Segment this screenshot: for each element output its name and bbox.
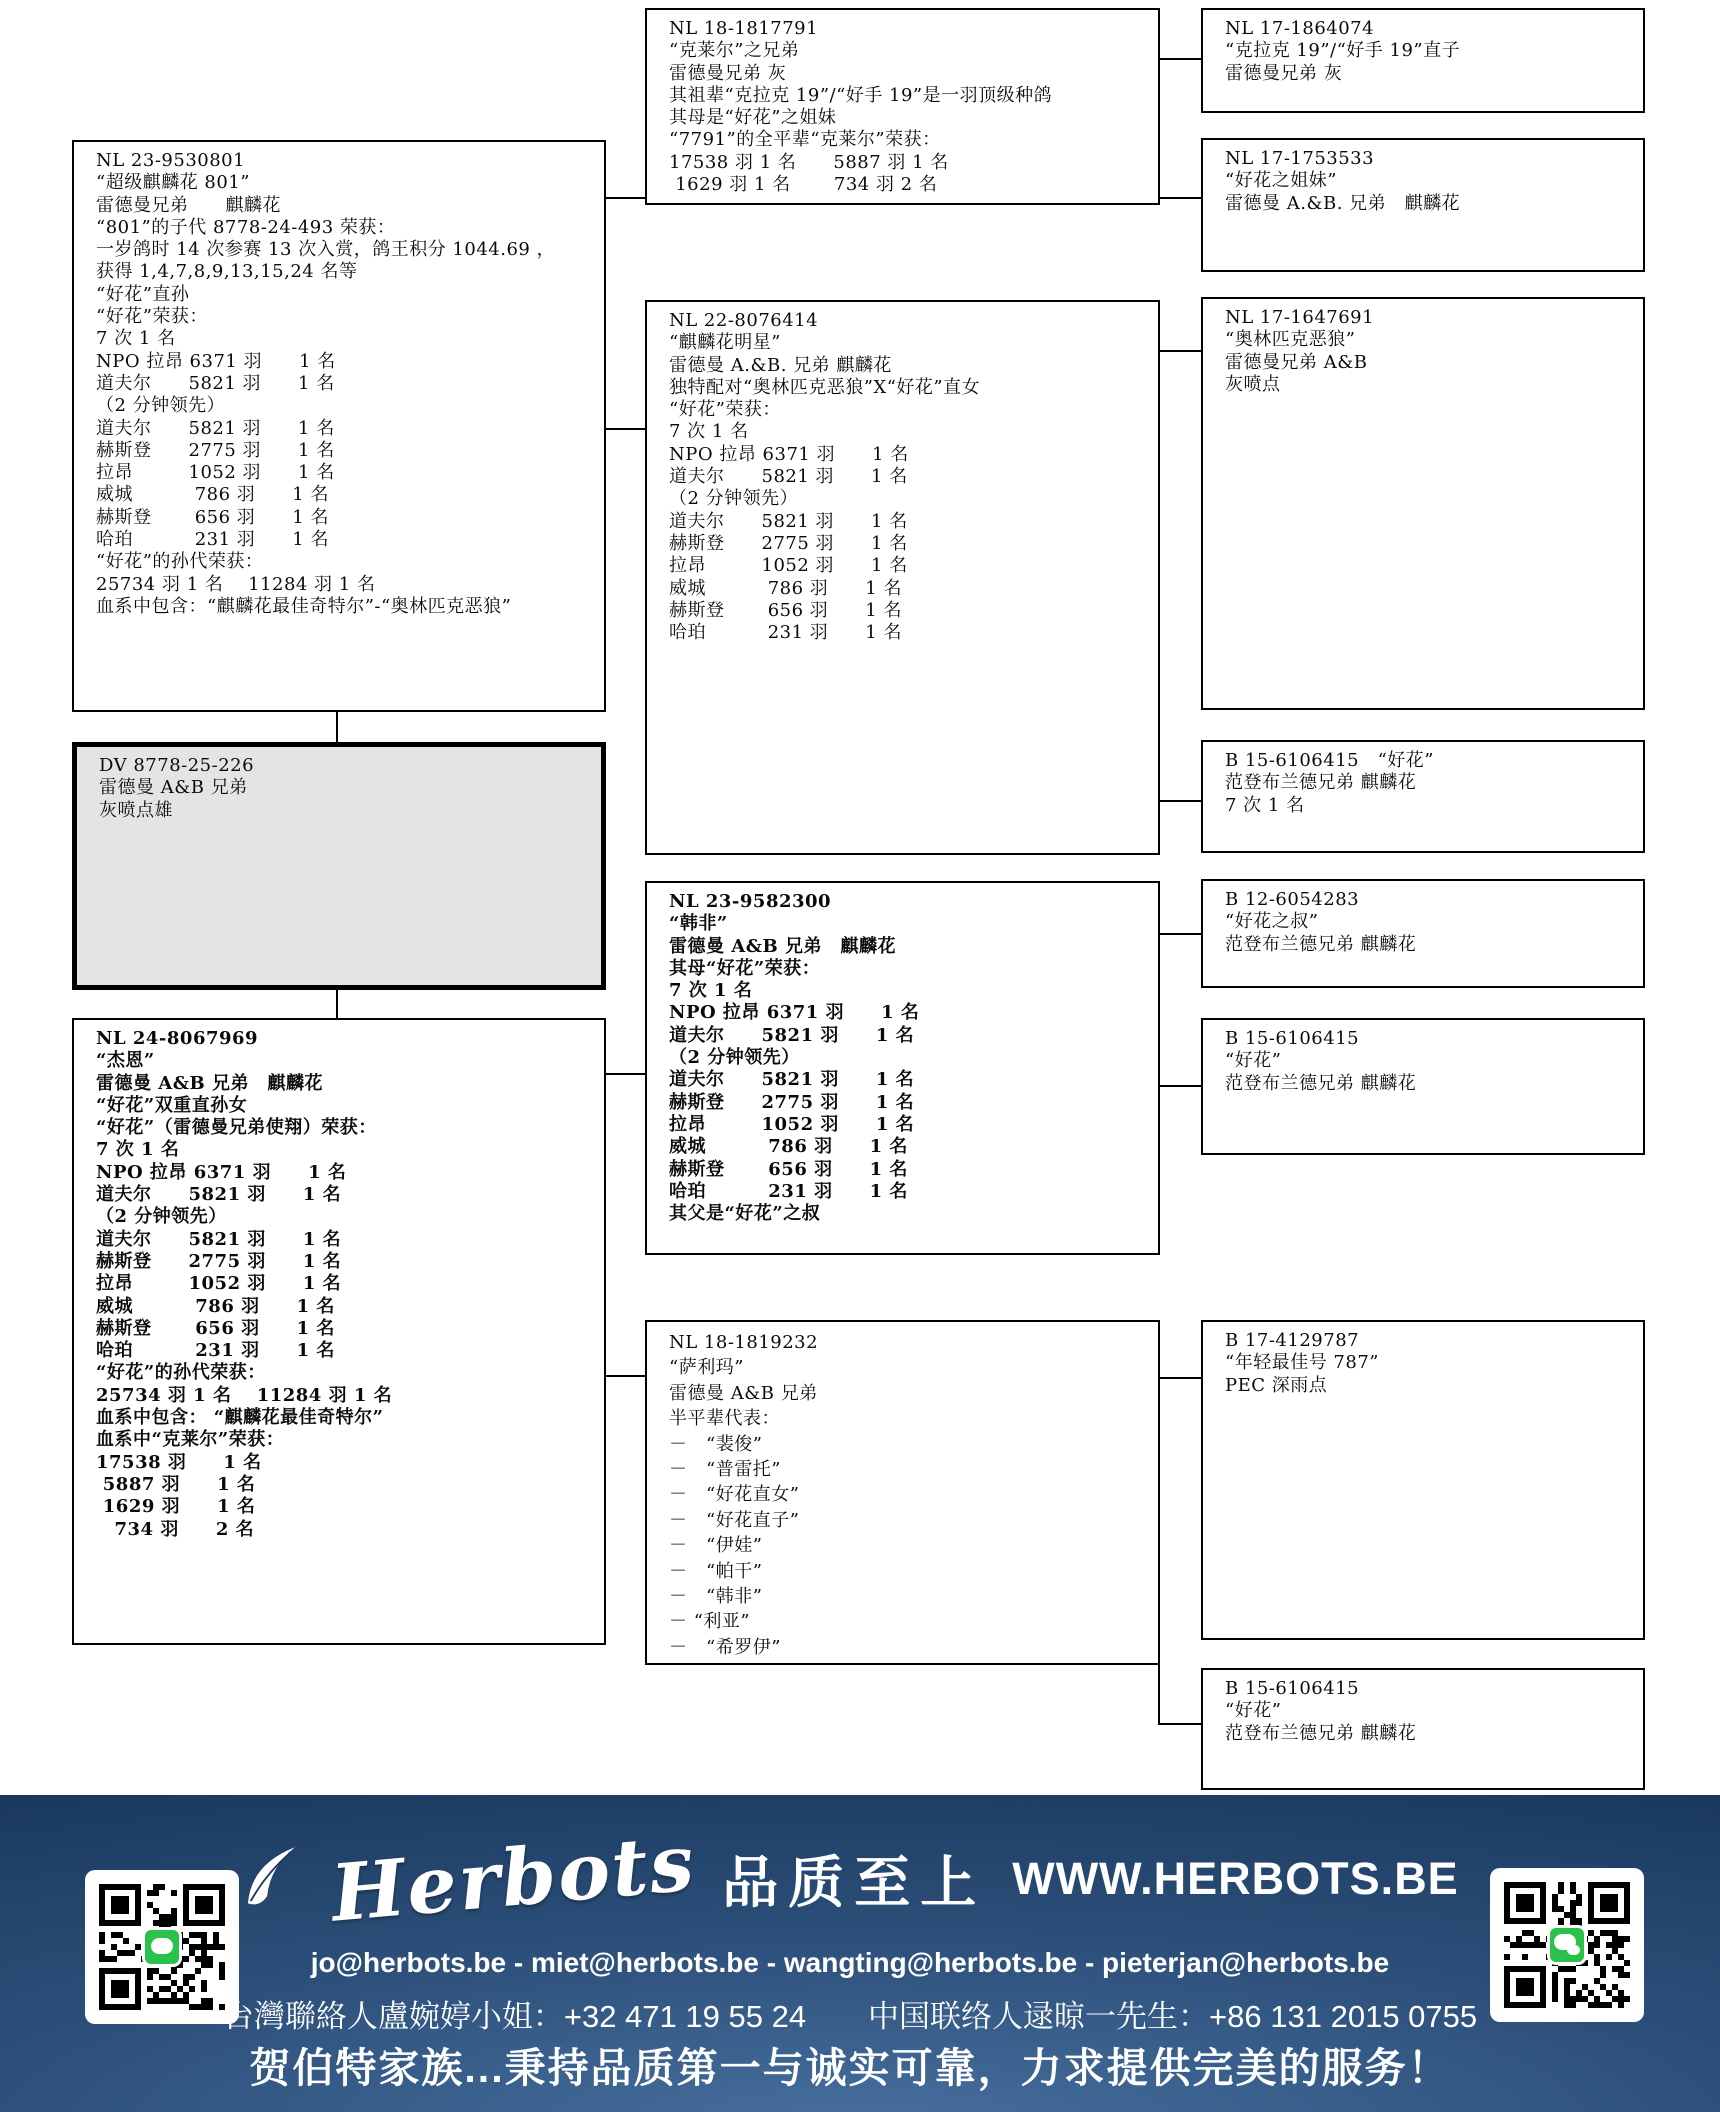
text-line: 7 次 1 名 bbox=[669, 980, 753, 1002]
pedigree-box-gp8 bbox=[1201, 1668, 1645, 1790]
connector-line bbox=[604, 1073, 645, 1075]
text-line: 灰喷点 bbox=[1225, 373, 1281, 395]
text-line: 威城 786 羽 1 名 bbox=[96, 484, 329, 506]
footer-slogan: 贺伯特家族...秉持品质第一与诚实可靠，力求提供完美的服务！ bbox=[249, 2045, 1451, 2091]
text-line: “萨利玛” bbox=[669, 1357, 744, 1379]
text-line: 赫斯登 656 羽 1 名 bbox=[96, 506, 329, 528]
text-line: 威城 786 羽 1 名 bbox=[96, 1295, 335, 1317]
text-line: “克拉克 19”/“好手 19”直子 bbox=[1225, 40, 1461, 62]
text-line: NPO 拉昂 6371 羽 1 名 bbox=[669, 443, 909, 465]
text-line: － “利亚” bbox=[669, 1611, 751, 1633]
qr-module bbox=[1624, 1972, 1630, 1978]
qr-module bbox=[1624, 1996, 1630, 2002]
text-line: 血系中包含：“麒麟花最佳奇特尔”-“奥林匹克恶狼” bbox=[96, 595, 512, 617]
text-line: B 15-6106415 bbox=[1225, 1028, 1360, 1049]
text-line: 赫斯登 656 羽 1 名 bbox=[669, 1158, 908, 1180]
text-line: 17538 羽 1 名 5887 羽 1 名 bbox=[669, 151, 949, 173]
text-line: “好花之叔” bbox=[1225, 911, 1319, 933]
text-line: 范登布兰德兄弟 麒麟花 bbox=[1225, 1072, 1417, 1094]
wechat-icon bbox=[1547, 1925, 1587, 1965]
text-line: “好花”双重直孙女 bbox=[96, 1094, 248, 1116]
feather-icon bbox=[236, 1844, 310, 1912]
text-line: 25734 羽 1 名 11284 羽 1 名 bbox=[96, 1384, 393, 1406]
text-line: 半平辈代表： bbox=[669, 1408, 780, 1430]
text-line: “韩非” bbox=[669, 913, 728, 935]
connector-line bbox=[336, 990, 338, 1018]
text-line: 雷德曼 A&B 兄弟 bbox=[99, 777, 248, 799]
text-line: 17538 羽 1 名 bbox=[96, 1451, 262, 1473]
qr-module bbox=[135, 1944, 141, 1950]
text-line: 赫斯登 656 羽 1 名 bbox=[96, 1317, 335, 1339]
text-line: 雷德曼 A.&B. 兄弟 麒麟花 bbox=[669, 354, 892, 376]
text-line: “好花”的孙代荣获： bbox=[96, 551, 264, 573]
text-line: － “好花直子” bbox=[669, 1509, 800, 1531]
text-line: 雷德曼 A&B 兄弟 bbox=[669, 1382, 818, 1404]
qr-module bbox=[159, 1884, 165, 1890]
qr-module bbox=[147, 1974, 153, 1980]
text-line: NL 23-9582300 bbox=[669, 891, 832, 912]
text-line: 雷德曼兄弟 A&B bbox=[1225, 351, 1368, 373]
text-line: 拉昂 1052 羽 1 名 bbox=[96, 462, 335, 484]
qr-finder-pattern bbox=[99, 1884, 141, 1926]
text-line: 雷德曼兄弟 灰 bbox=[669, 62, 787, 84]
text-line: 7 次 1 名 bbox=[669, 421, 749, 443]
text-line: － “裴俊” bbox=[669, 1433, 763, 1455]
text-line: 道夫尔 5821 羽 1 名 bbox=[96, 372, 335, 394]
text-line: － “好花直女” bbox=[669, 1484, 800, 1506]
text-line: 哈珀 231 羽 1 名 bbox=[669, 622, 902, 644]
pedigree-box-gp3 bbox=[1201, 297, 1645, 710]
qr-module bbox=[1618, 1942, 1624, 1948]
brand-logo-text: Herbots bbox=[328, 1817, 700, 1940]
text-line: 道夫尔 5821 羽 1 名 bbox=[669, 466, 908, 488]
text-line: NL 17-1647691 bbox=[1225, 307, 1375, 328]
qr-finder-core bbox=[1600, 1894, 1618, 1912]
text-line: 范登布兰德兄弟 麒麟花 bbox=[1225, 933, 1417, 955]
qr-module bbox=[171, 1890, 177, 1896]
text-line: “好花”荣获： bbox=[96, 306, 208, 328]
text-line: “好花”的孙代荣获： bbox=[96, 1362, 266, 1384]
text-line: 哈珀 231 羽 1 名 bbox=[669, 1180, 908, 1202]
text-line: 雷德曼兄弟 麒麟花 bbox=[96, 194, 281, 216]
text-line: NL 23-9530801 bbox=[96, 150, 246, 171]
text-line: 7 次 1 名 bbox=[96, 1139, 180, 1161]
qr-module bbox=[1624, 1936, 1630, 1942]
brand-tagline: 品质至上 bbox=[722, 1849, 987, 1916]
text-line: － “希罗伊” bbox=[669, 1636, 781, 1658]
qr-finder-pattern bbox=[1588, 1882, 1630, 1924]
text-line: 1629 羽 1 名 734 羽 2 名 bbox=[669, 174, 938, 196]
text-line: “7791”的全平辈“克莱尔”荣获： bbox=[669, 129, 941, 151]
pedigree-box-gp2 bbox=[1201, 138, 1645, 272]
text-line: NL 18-1817791 bbox=[669, 18, 819, 39]
text-line: “好花”（雷德曼兄弟使翔）荣获： bbox=[96, 1117, 377, 1139]
text-line: 1629 羽 1 名 bbox=[96, 1496, 256, 1518]
pedigree-box-gp1 bbox=[1201, 8, 1645, 113]
qr-module bbox=[1576, 1900, 1582, 1906]
qr-module bbox=[1606, 2002, 1612, 2008]
text-line: 获得 1,4,7,8,9,13,15,24 名等 bbox=[96, 261, 358, 283]
text-line: 哈珀 231 羽 1 名 bbox=[96, 529, 329, 551]
pedigree-box-sire-father bbox=[645, 8, 1160, 205]
text-line: 7 次 1 名 bbox=[96, 328, 176, 350]
text-line: 雷德曼 A&B 兄弟 麒麟花 bbox=[669, 935, 896, 957]
connector-line bbox=[1158, 350, 1201, 352]
text-line: PEC 深雨点 bbox=[1225, 1374, 1328, 1396]
qr-module bbox=[183, 1956, 189, 1962]
connector-line bbox=[1158, 800, 1201, 802]
qr-finder-core bbox=[1516, 1894, 1534, 1912]
connector-line bbox=[604, 428, 645, 430]
text-line: 雷德曼 A.&B. 兄弟 麒麟花 bbox=[1225, 192, 1461, 214]
connector-line bbox=[1158, 197, 1201, 199]
text-line: NPO 拉昂 6371 羽 1 名 bbox=[96, 1161, 347, 1183]
text-line: 其父是“好花”之叔 bbox=[669, 1203, 821, 1225]
qr-module bbox=[1570, 1978, 1576, 1984]
qr-finder-core bbox=[111, 1980, 129, 1998]
text-line: “年轻最佳号 787” bbox=[1225, 1352, 1379, 1374]
text-line: 拉昂 1052 羽 1 名 bbox=[669, 1113, 915, 1135]
text-line: DV 8778-25-226 bbox=[99, 755, 255, 776]
text-line: － “普雷托” bbox=[669, 1459, 781, 1481]
footer-banner bbox=[0, 1795, 1720, 2112]
text-line: NL 17-1864074 bbox=[1225, 18, 1375, 39]
text-line: （2 分钟领先） bbox=[669, 488, 799, 510]
text-line: “麒麟花明星” bbox=[669, 332, 781, 354]
text-line: B 15-6106415 “好花” bbox=[1225, 750, 1435, 771]
connector-line bbox=[1158, 58, 1201, 60]
text-line: 道夫尔 5821 羽 1 名 bbox=[96, 1228, 342, 1250]
text-line: “801”的子代 8778-24-493 荣获： bbox=[96, 216, 396, 238]
text-line: “超级麒麟花 801” bbox=[96, 172, 250, 194]
connector-line bbox=[336, 712, 338, 742]
text-line: 其母是“好花”之姐妹 bbox=[669, 107, 837, 129]
qr-module bbox=[123, 1938, 129, 1944]
qr-module bbox=[153, 1890, 159, 1896]
text-line: （2 分钟领先） bbox=[96, 395, 226, 417]
qr-module bbox=[111, 1956, 117, 1962]
text-line: 道夫尔 5821 羽 1 名 bbox=[669, 1069, 915, 1091]
text-line: （2 分钟领先） bbox=[669, 1047, 800, 1069]
qr-module bbox=[1522, 1954, 1528, 1960]
qr-module bbox=[189, 1974, 195, 1980]
text-line: B 12-6054283 bbox=[1225, 889, 1360, 910]
connector-line bbox=[1158, 1663, 1160, 1725]
line-chat-icon bbox=[142, 1927, 182, 1967]
qr-module bbox=[1558, 1888, 1564, 1894]
qr-module bbox=[1606, 1954, 1612, 1960]
text-line: 雷德曼 A&B 兄弟 麒麟花 bbox=[96, 1072, 323, 1094]
text-line: 雷德曼兄弟 灰 bbox=[1225, 62, 1343, 84]
text-line: 5887 羽 1 名 bbox=[96, 1473, 256, 1495]
text-line: 25734 羽 1 名 11284 羽 1 名 bbox=[96, 573, 376, 595]
contact-phones: 台灣聯絡人盧婉婷小姐：+32 471 19 55 24 中国联络人逯晾一先生：+86 131 2015 0755 bbox=[222, 1999, 1478, 2034]
text-line: 拉昂 1052 羽 1 名 bbox=[669, 555, 908, 577]
connector-line bbox=[1158, 1085, 1201, 1087]
text-line: 威城 786 羽 1 名 bbox=[669, 577, 902, 599]
text-line: 范登布兰德兄弟 麒麟花 bbox=[1225, 1722, 1417, 1744]
connector-line bbox=[1158, 1723, 1201, 1725]
qr-module bbox=[171, 1968, 177, 1974]
contact-emails: jo@herbots.be - miet@herbots.be - wangting@herbots.be - pieterjan@herbots.be bbox=[310, 1947, 1390, 1978]
text-line: 威城 786 羽 1 名 bbox=[669, 1136, 908, 1158]
text-line: － “帕干” bbox=[669, 1560, 763, 1582]
text-line: B 15-6106415 bbox=[1225, 1678, 1360, 1699]
qr-module bbox=[171, 1920, 177, 1926]
text-line: 赫斯登 2775 羽 1 名 bbox=[96, 439, 335, 461]
qr-module bbox=[1624, 1960, 1630, 1966]
qr-module bbox=[1618, 2002, 1624, 2008]
pedigree-box-sire bbox=[72, 140, 606, 712]
qr-finder-pattern bbox=[99, 1968, 141, 2010]
pedigree-box-dam bbox=[72, 1018, 606, 1645]
qr-module bbox=[129, 1950, 135, 1956]
text-line: “好花”荣获： bbox=[669, 399, 781, 421]
qr-module bbox=[1594, 1942, 1600, 1948]
connector-line bbox=[1158, 933, 1201, 935]
text-line: “奥林匹克恶狼” bbox=[1225, 329, 1356, 351]
connector-line bbox=[1158, 1377, 1201, 1379]
pedigree-box-subject bbox=[72, 742, 606, 990]
qr-module bbox=[1570, 1966, 1576, 1972]
text-line: “好花” bbox=[1225, 1700, 1282, 1722]
text-line: NPO 拉昂 6371 羽 1 名 bbox=[669, 1002, 920, 1024]
text-line: 其祖辈“克拉克 19”/“好手 19”是一羽顶级种鸽 bbox=[669, 84, 1053, 106]
connector-line bbox=[604, 1375, 645, 1377]
text-line: NL 22-8076414 bbox=[669, 310, 819, 331]
text-line: 范登布兰德兄弟 麒麟花 bbox=[1225, 772, 1417, 794]
text-line: “杰恩” bbox=[96, 1050, 155, 1072]
text-line: 道夫尔 5821 羽 1 名 bbox=[96, 417, 335, 439]
connector-line bbox=[604, 197, 645, 199]
qr-finder-core bbox=[111, 1896, 129, 1914]
text-line: 赫斯登 656 羽 1 名 bbox=[669, 599, 902, 621]
pedigree-box-gp7 bbox=[1201, 1320, 1645, 1640]
text-line: 血系中“克莱尔”荣获： bbox=[96, 1429, 285, 1451]
qr-module bbox=[1600, 1972, 1606, 1978]
text-line: 赫斯登 2775 羽 1 名 bbox=[669, 1091, 915, 1113]
text-line: “好花之姐妹” bbox=[1225, 170, 1337, 192]
text-line: 一岁鸽时 14 次参赛 13 次入赏，鸽王积分 1044.69 ， bbox=[96, 239, 556, 261]
text-line: NL 18-1819232 bbox=[669, 1332, 819, 1353]
text-line: “克莱尔”之兄弟 bbox=[669, 40, 800, 62]
text-line: “好花”直孙 bbox=[96, 283, 190, 305]
text-line: 道夫尔 5821 羽 1 名 bbox=[669, 510, 908, 532]
text-line: 独特配对“奥林匹克恶狼”X“好花”直女 bbox=[669, 376, 981, 398]
qr-module bbox=[1552, 1996, 1558, 2002]
text-line: “好花” bbox=[1225, 1050, 1282, 1072]
text-line: B 17-4129787 bbox=[1225, 1330, 1360, 1351]
qr-finder-pattern bbox=[1504, 1882, 1546, 1924]
pedigree-box-dam-father bbox=[645, 881, 1160, 1255]
website-url: WWW.HERBOTS.BE bbox=[1012, 1852, 1459, 1904]
text-line: 拉昂 1052 羽 1 名 bbox=[96, 1273, 342, 1295]
text-line: 哈珀 231 羽 1 名 bbox=[96, 1340, 335, 1362]
text-line: NL 17-1753533 bbox=[1225, 148, 1375, 169]
chat-bubble-shape bbox=[1567, 1945, 1580, 1955]
text-line: 734 羽 2 名 bbox=[96, 1518, 255, 1540]
text-line: － “伊娃” bbox=[669, 1535, 763, 1557]
chat-bubble-shape bbox=[151, 1938, 173, 1954]
text-line: 道夫尔 5821 羽 1 名 bbox=[669, 1024, 915, 1046]
pedigree-box-gp6 bbox=[1201, 1018, 1645, 1155]
pedigree-box-sire-mother bbox=[645, 300, 1160, 855]
text-line: － “韩非” bbox=[669, 1586, 763, 1608]
text-line: 血系中包含： “麒麟花最佳奇特尔” bbox=[96, 1407, 384, 1429]
qr-module bbox=[1540, 1942, 1546, 1948]
brand-row bbox=[200, 1817, 1500, 1940]
pedigree-box-gp4 bbox=[1201, 740, 1645, 853]
qr-module bbox=[99, 1938, 105, 1944]
text-line: 赫斯登 2775 羽 1 名 bbox=[96, 1250, 342, 1272]
text-line: （2 分钟领先） bbox=[96, 1206, 227, 1228]
text-line: 赫斯登 2775 羽 1 名 bbox=[669, 532, 908, 554]
text-line: NPO 拉昂 6371 羽 1 名 bbox=[96, 350, 336, 372]
pedigree-box-dam-mother bbox=[645, 1320, 1160, 1665]
qr-module bbox=[1504, 1954, 1510, 1960]
text-line: 7 次 1 名 bbox=[1225, 794, 1305, 816]
pedigree-box-gp5 bbox=[1201, 879, 1645, 988]
text-line: NL 24-8067969 bbox=[96, 1028, 259, 1049]
qr-module bbox=[1570, 2002, 1576, 2008]
text-line: 道夫尔 5821 羽 1 名 bbox=[96, 1184, 342, 1206]
text-line: 灰喷点雄 bbox=[99, 799, 173, 821]
text-line: 其母“好花”荣获： bbox=[669, 957, 821, 979]
